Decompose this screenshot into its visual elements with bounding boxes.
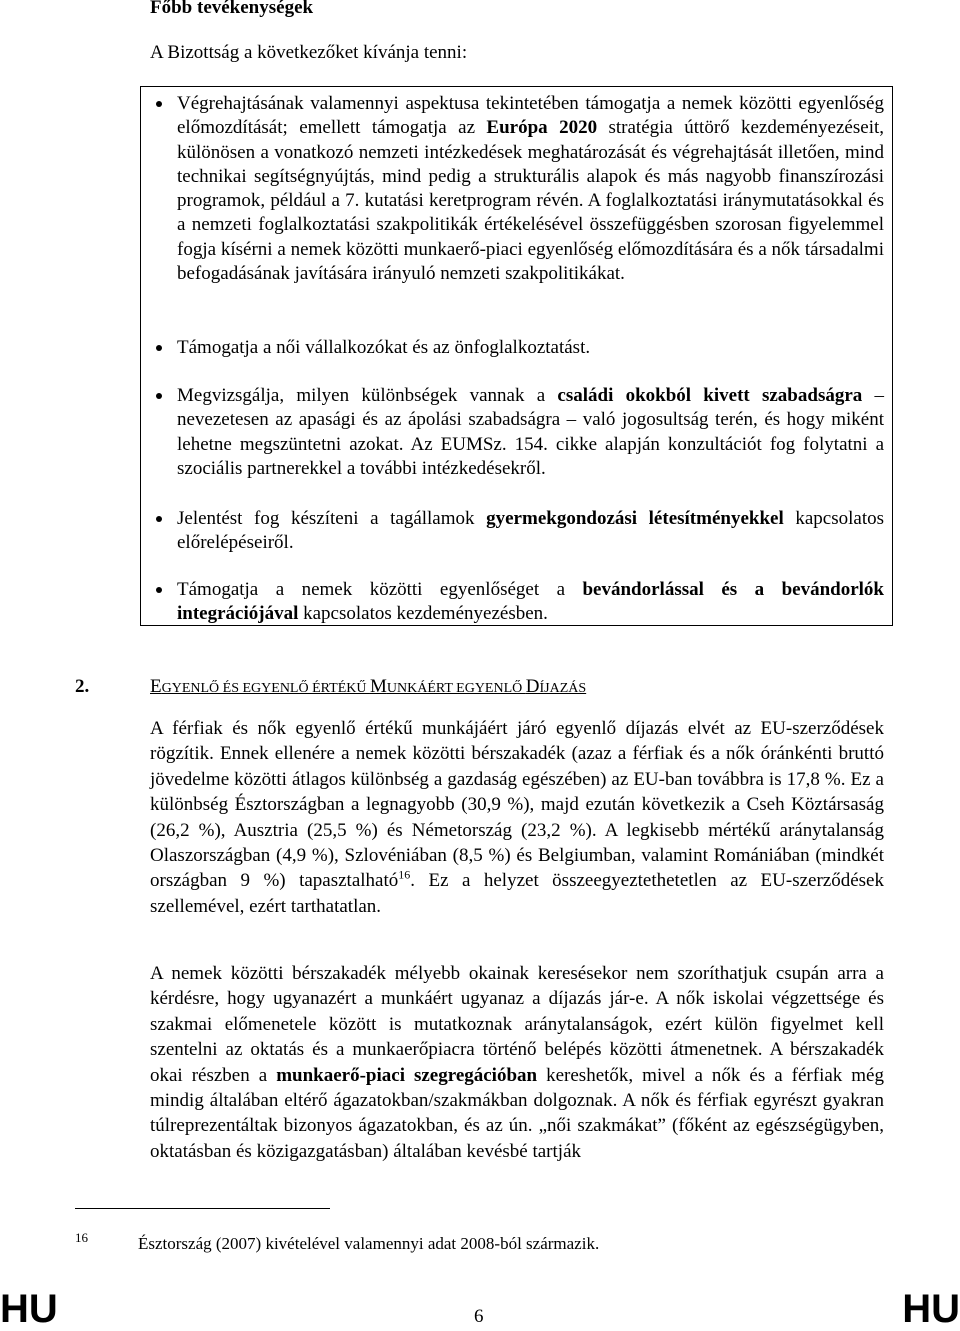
section-title: EGYENLŐ ÉS EGYENLŐ ÉRTÉKŰ MUNKÁÉRT EGYENLŐ DÍJAZÁS — [150, 676, 587, 697]
list-item: Megvizsgálja, milyen különbségek vannak a családi okokból kivett szabadságra – nevezetesen az apasági és az ápolási szabadságra – való jogosultság terén, és hogy miként lehetne megszüntetni azokat. Az EUMSz. 154. cikke alapján konzultációt fog folytatni a szociális partnerekkel a további intézkedésekről. — [177, 384, 884, 481]
language-code-left: HU — [0, 1287, 58, 1331]
section-heading: Főbb tevékenységek — [150, 0, 314, 18]
section-number: 2. — [75, 676, 90, 697]
bullet-icon — [156, 516, 162, 522]
intro-text: A Bizottság a következőket kívánja tenni: — [150, 42, 468, 63]
bullet-icon — [156, 101, 162, 107]
language-code-right: HU — [902, 1287, 960, 1331]
footnote-text: Észtország (2007) kivételével valamennyi adat 2008-ból származik. — [138, 1234, 600, 1253]
footnote-ref[interactable]: 16 — [398, 868, 411, 883]
footnote-separator — [75, 1208, 330, 1209]
footnote-number: 16 — [75, 1230, 88, 1245]
list-item: Támogatja a női vállalkozókat és az önfoglalkoztatást. — [177, 336, 884, 360]
list-item: Végrehajtásának valamennyi aspektusa tekintetében támogatja a nemek közötti egyenlőség előmozdítását; emellett támogatja az Európa 2020 stratégia úttörő kezdeményezéseit, különösen a vonatkozó nemzeti intézkedések meghatározását és végrehajtását illetően, mind technikai segítségnyújtás, mind pedig a strukturális alapok és más nagyobb finanszírozási programok, például a 7. kutatási keretprogram révén. A foglalkoztatási iránymutatásokkal és a nemzeti foglalkoztatási szakpolitikák értékelésével összefüggésben szorosan figyelemmel fogja kísérni a nemek közötti munkaerő-piaci egyenlőség előmozdítására és a nők társadalmi befogadásának javítására irányuló nemzeti szakpolitikákat. — [177, 92, 884, 286]
page-number: 6 — [474, 1306, 484, 1327]
paragraph: A férfiak és nők egyenlő értékű munkájáért járó egyenlő díjazás elvét az EU-szerződések rögzítik. Ennek ellenére a nemek közötti bérszakadék (azaz a férfiak és a nők óránkénti bruttó jövedelme közötti átlagos különbség a gazdaság egészében) az EU-ban továbbra is 17,8 %. Ez a különbség Észtországban a legnagyobb (30,9 %), majd ezután következik a Cseh Köztársaság (26,2 %), Ausztria (25,5 %) és Németország (23,2 %). A legkisebb mértékű aránytalanság Olaszországban (4,9 %), Szlovéniában (8,5 %) és Belgiumban, valamint Romániában (mindkét országban 9 %) tapasztalható$^{16}$. Ez a helyzet összeegyeztethetetlen az EU-szerződések szellemével, ezért tarthatatlan. — [150, 718, 884, 917]
bullet-icon — [156, 393, 162, 399]
activities-box — [140, 86, 893, 626]
bullet-icon — [156, 345, 162, 351]
bullet-icon — [156, 587, 162, 593]
list-item: Jelentést fog készíteni a tagállamok gyermekgondozási létesítményekkel kapcsolatos előrelépéseiről. — [177, 507, 884, 556]
paragraph: A nemek közötti bérszakadék mélyebb okainak keresésekor nem szoríthatjuk csupán arra a kérdésre, hogy ugyanazért a munkáért ugyanaz a díjazás jár-e. A nők iskolai végzettsége és szakmai előmenetele között is mutatkoznak aránytalanságok, ezért külön figyelmet kell szentelni az oktatás és a munkaerőpiacra történő belépés közötti átmenetnek. A bérszakadék okai részben a munkaerő-piaci szegregációban kereshetők, mivel a nők és a férfiak még mindig általában eltérő ágazatokban/szakmákban dolgoznak. A nők és férfiak egyrészt gyakran túlreprezentáltak bizonyos ágazatokban, és az ún. „női szakmákat” (főként az egészségügyben, oktatásban és közigazgatásban) általában kevésbé tartják — [150, 963, 884, 1162]
list-item: Támogatja a nemek közötti egyenlőséget a bevándorlással és a bevándorlók integrációjával kapcsolatos kezdeményezésben. — [177, 578, 884, 627]
